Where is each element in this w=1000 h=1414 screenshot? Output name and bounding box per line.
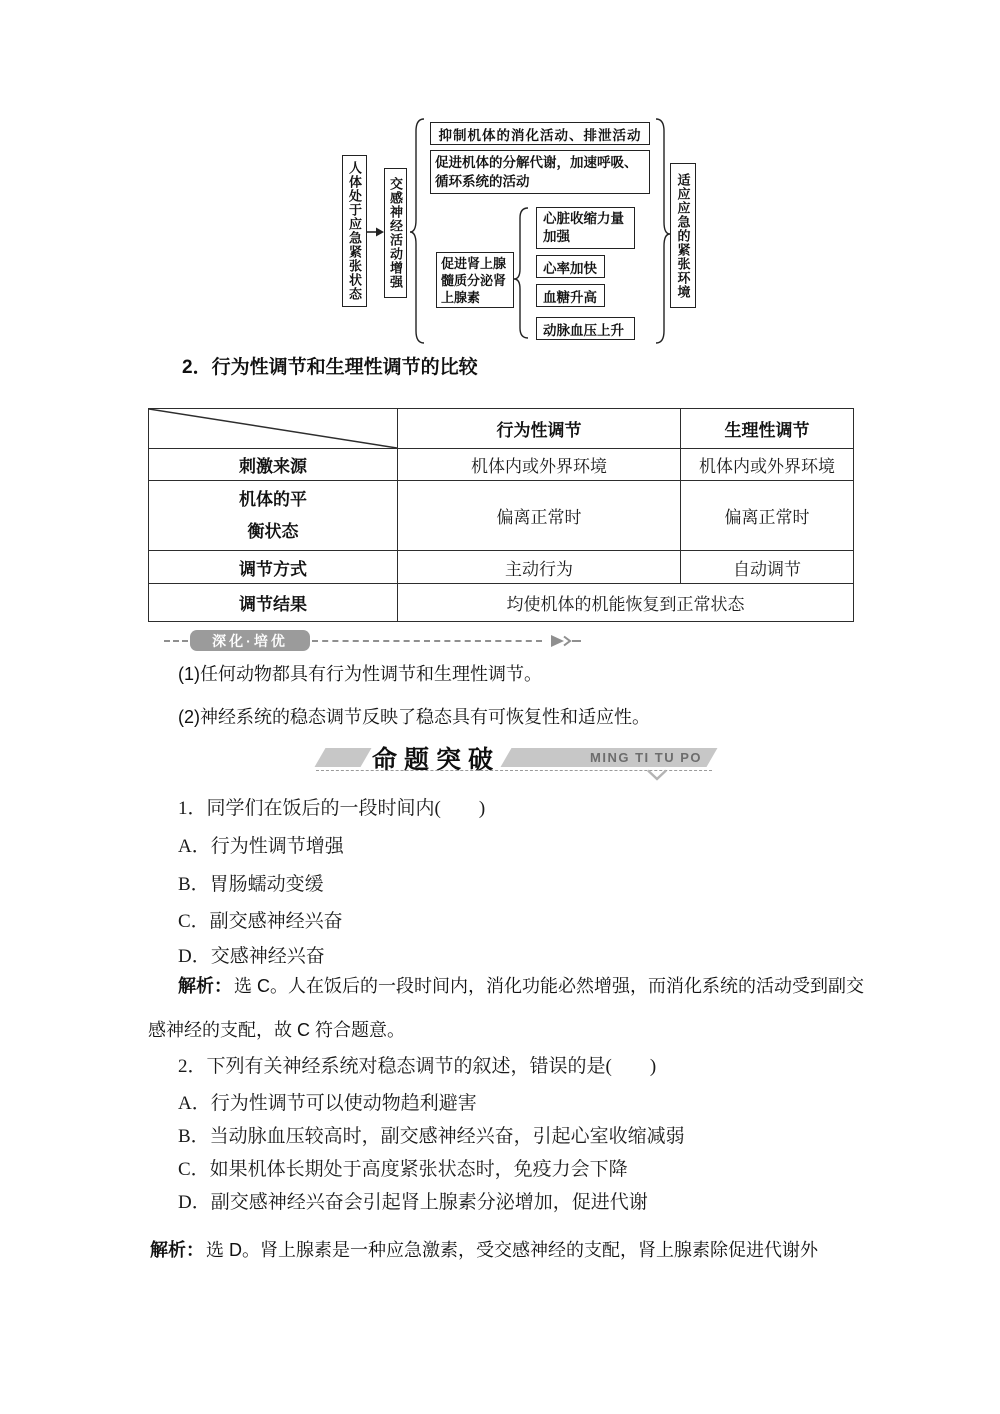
analysis-label: 解析： [150, 1240, 204, 1260]
node-heart-force [536, 207, 635, 249]
brace-inner [514, 208, 528, 338]
col-header-physiological: 生理性调节 [681, 409, 854, 449]
question-2-option-a: A．行为性调节可以使动物趋利避害 [178, 1093, 477, 1114]
cell-balance-physiological: 偏离正常时 [681, 481, 854, 551]
banner-chevron-down-icon [646, 769, 668, 782]
node-adrenal [436, 252, 514, 308]
row-label-balance [149, 481, 398, 551]
cell-stimulus-physiological: 机体内或外界环境 [681, 449, 854, 481]
analysis-text: 选 C。人在饭后的一段时间内，消化功能必然增强，而消化系统的活动受到副交 [234, 976, 864, 996]
stress-response-flowchart [330, 105, 710, 355]
node-result: 适应应急的紧张环境 [670, 163, 696, 308]
comparison-table [148, 408, 854, 622]
node-heart-force-line1: 心脏收缩力量 [543, 211, 624, 226]
question-2-stem: 2．下列有关神经系统对稳态调节的叙述，错误的是( ) [178, 1056, 657, 1077]
node-start: 人体处于应急紧张状态 [342, 155, 367, 307]
question-1-option-d: D．交感神经兴奋 [178, 946, 325, 967]
node-metabolism [430, 150, 650, 194]
section-heading: 2．行为性调节和生理性调节的比较 [182, 357, 478, 378]
node-adrenal-line1: 促进肾上腺 [441, 256, 507, 271]
col-header-behavioral: 行为性调节 [398, 409, 681, 449]
question-2-analysis-line1 [150, 1236, 818, 1262]
analysis-text: 选 D。肾上腺素是一种应急激素，受交感神经的支配，肾上腺素除促进代谢外 [206, 1240, 818, 1260]
row-label-mode: 调节方式 [149, 551, 398, 584]
deepen-arrow-icon [543, 633, 583, 649]
node-heart-rate: 心率加快 [536, 255, 605, 278]
question-2-option-c: C．如果机体长期处于高度紧张状态时，免疫力会下降 [178, 1159, 628, 1180]
cell-balance-behavioral: 偏离正常时 [398, 481, 681, 551]
arrow-right-icon [367, 228, 384, 237]
brace-right [656, 119, 670, 343]
banner-right-shape [501, 748, 718, 767]
row-label-result: 调节结果 [149, 584, 398, 622]
deepen-lead-dash [164, 640, 188, 642]
deepen-trail-dash [312, 640, 542, 642]
question-1-option-b: B．胃肠蠕动变缓 [178, 874, 324, 895]
question-1-analysis-line2: 感神经的支配，故 C 符合题意。 [148, 1020, 405, 1040]
row-label-balance-line1: 机体的平 [239, 489, 307, 509]
node-blood-pressure: 动脉血压上升 [536, 317, 635, 340]
row-label-stimulus: 刺激来源 [149, 449, 398, 481]
question-1-option-c: C．副交感神经兴奋 [178, 911, 343, 932]
node-sympathetic: 交感神经活动增强 [384, 168, 407, 298]
node-blood-glucose: 血糖升高 [536, 284, 605, 307]
deepen-point-1: (1)任何动物都具有行为性调节和生理性调节。 [178, 664, 542, 684]
banner-pinyin: MING TI TU PO [590, 750, 702, 765]
node-adrenal-line2: 髓质分泌肾 [441, 273, 507, 288]
node-metabolism-line1: 促进机体的分解代谢，加速呼吸、 [435, 155, 638, 170]
brace-left [410, 119, 424, 343]
question-2-option-b: B．当动脉血压较高时，副交感神经兴奋，引起心室收缩减弱 [178, 1126, 685, 1147]
node-heart-force-line2: 加强 [543, 229, 570, 244]
question-2-option-d: D．副交感神经兴奋会引起肾上腺素分泌增加，促进代谢 [178, 1192, 648, 1213]
diagonal-line [149, 409, 397, 448]
table-diagonal-cell [149, 409, 398, 449]
deepen-point-2: (2)神经系统的稳态调节反映了稳态具有可恢复性和适应性。 [178, 707, 650, 727]
cell-mode-behavioral: 主动行为 [398, 551, 681, 584]
analysis-label: 解析： [178, 976, 232, 996]
deepen-badge: 深化·培优 [190, 630, 310, 651]
question-1-stem: 1．同学们在饭后的一段时间内( ) [178, 798, 486, 819]
row-label-balance-line2: 衡状态 [247, 521, 299, 541]
banner-title: 命题突破 [372, 746, 501, 774]
question-1-analysis-line1 [178, 972, 864, 998]
node-metabolism-line2: 循环系统的活动 [435, 174, 530, 189]
banner-left-shape [315, 748, 372, 767]
node-adrenal-line3: 上腺素 [441, 290, 481, 305]
cell-stimulus-behavioral: 机体内或外界环境 [398, 449, 681, 481]
node-inhibit-digestion: 抑制机体的消化活动、排泄活动 [430, 122, 650, 145]
cell-mode-physiological: 自动调节 [681, 551, 854, 584]
cell-result-merged: 均使机体的机能恢复到正常状态 [398, 584, 854, 622]
question-1-option-a: A．行为性调节增强 [178, 836, 344, 857]
